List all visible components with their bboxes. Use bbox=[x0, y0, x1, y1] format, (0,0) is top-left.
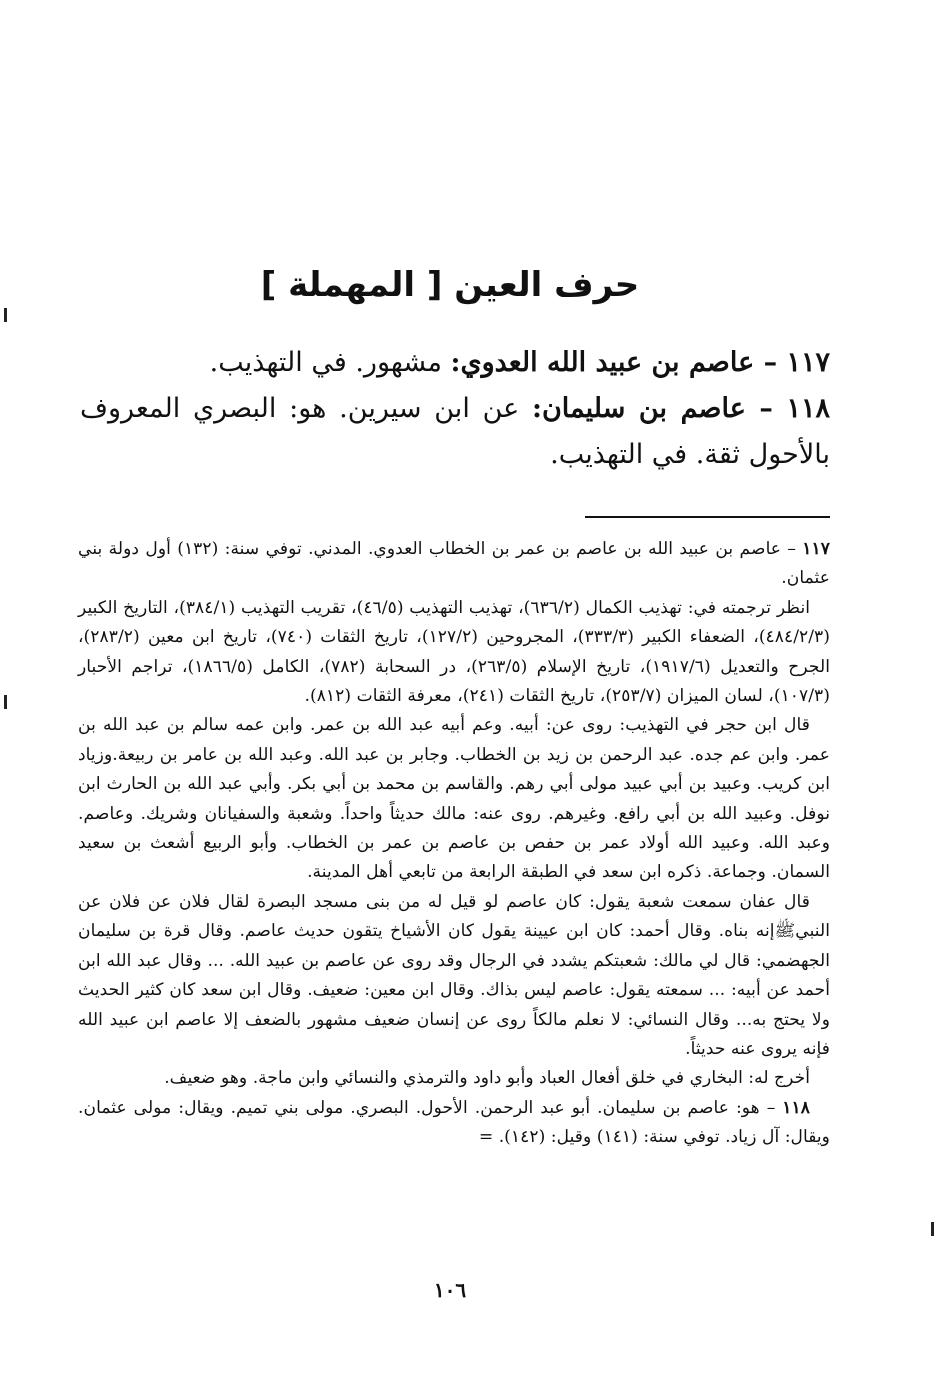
scan-edge-mark bbox=[4, 695, 7, 709]
footnote-affan: قال عفان سمعت شعبة يقول: كان عاصم لو قيل له من بنى مسجد البصرة لقال فلان عن فلان عن النبيﷺإنه بناه. وقال أحمد: كان ابن عيينة يقول كان الأشياخ يتقون حديث عاصم. وقال قرة بن سليمان الجهضمي: قال لي مالك: شعبتكم يشدد في الرجال وقد روى عن عاصم بن عبيد الله. ... وقال عبد الله ابن أحمد عن أبيه: ... سمعته يقول: عاصم ليس بذاك. وقال ابن معين: ضعيف. وقال ابن سعد كان كثير الحديث ولا يحتج به... وقال النسائي: لا نعلم مالكاً روى عن إنسان ضعيف مشهور بالضعف إلا عاصم ابن عبيد الله فإنه يروى عنه حديثاً. bbox=[78, 891, 830, 1059]
footnote-117-text: – عاصم بن عبيد الله بن عاصم بن عمر بن الخطاب العدوي. المدني. توفي سنة: (١٣٢) أول دولة بني عثمان. bbox=[78, 539, 830, 589]
footnote-118-number: ١١٨ bbox=[782, 1097, 810, 1118]
main-entries bbox=[80, 340, 830, 478]
entry-118-body: عن ابن سيرين. هو: البصري المعروف بالأحول ثقة. في التهذيب. bbox=[80, 393, 830, 470]
footnotes bbox=[78, 535, 830, 1153]
entry-118 bbox=[80, 386, 830, 478]
footnote-sources: انظر ترجمته في: تهذيب الكمال (٦٣٦/٢)، تهذيب التهذيب (٤٦/٥)، تقريب التهذيب (٣٨٤/١)، التاريخ الكبير (٤٨٤/٢/٣)، الضعفاء الكبير (٣٣٣/٣)، المجروحين (١٢٧/٢)، تاريخ الثقات (٧٤٠)، تاريخ ابن معين (٢٨٣/٢)، الجرح والتعديل (١٩١٧/٦)، تاريخ الإسلام (٢٦٣/٥)، در السحابة (٧٨٢)، الكامل (١٨٦٦/٥)، تراجم الأحبار (١٠٧/٣)، لسان الميزان (٢٥٣/٧)، تاريخ الثقات (٢٤١)، معرفة الثقات (٨١٢). bbox=[78, 597, 831, 707]
footnote-117 bbox=[78, 535, 830, 594]
footnote-ibn-hajar: قال ابن حجر في التهذيب: روى عن: أبيه. وعم أبيه عبد الله بن عمر. وابن عمه سالم بن عبد الله بن عمر. وابن عم جده. عبد الرحمن بن زيد بن الخطاب. وجابر بن عبد الله. وعبد الله بن عامر بن ربيعة.وزياد ابن كريب. وعبيد بن أبي عبيد مولى أبي رهم. والقاسم بن محمد بن أبي بكر. وأبي عبد الله بن الحارث ابن نوفل. وعبيد الله بن أبي رافع. وغيرهم. روى عنه: مالك حديثاً واحداً. وشعبة والسفيانان وشريك. وعاصم. وعبد الله. وعبيد الله أولاد عمر بن حفص بن عاصم بن عمر بن الخطاب. وأبو الربيع أشعث بن سعيد السمان. وجماعة. ذكره ابن سعد في الطبقة الرابعة من تابعي أهل المدينة. bbox=[78, 715, 830, 883]
footnote-118-text: – هو: عاصم بن سليمان. أبو عبد الرحمن. الأحول. البصري. مولى بني تميم. ويقال: مولى عثمان. ويقال: آل زياد. توفي سنة: (١٤١) وقيل: (١٤٢). = bbox=[78, 1097, 830, 1148]
footnote-118 bbox=[78, 1094, 830, 1153]
scan-edge-mark bbox=[4, 308, 7, 322]
chapter-heading: حرف العين [ المهملة ] bbox=[260, 265, 640, 305]
footnote-divider bbox=[585, 516, 830, 518]
book-page bbox=[70, 0, 830, 1378]
entry-117-head: ١١٧ – عاصم بن عبيد الله العدوي: bbox=[450, 347, 830, 378]
entry-117-body: مشهور. في التهذيب. bbox=[209, 347, 451, 378]
page-number: ١٠٦ bbox=[433, 1278, 467, 1302]
footnote-takhrij: أخرج له: البخاري في خلق أفعال العباد وأبو داود والترمذي والنسائي وابن ماجة. وهو ضعيف. bbox=[164, 1068, 810, 1089]
footnote-117-number: ١١٧ bbox=[802, 539, 830, 559]
entry-118-head: ١١٨ – عاصم بن سليمان: bbox=[532, 393, 830, 424]
scan-edge-mark bbox=[931, 1222, 934, 1236]
entry-117 bbox=[80, 340, 830, 386]
